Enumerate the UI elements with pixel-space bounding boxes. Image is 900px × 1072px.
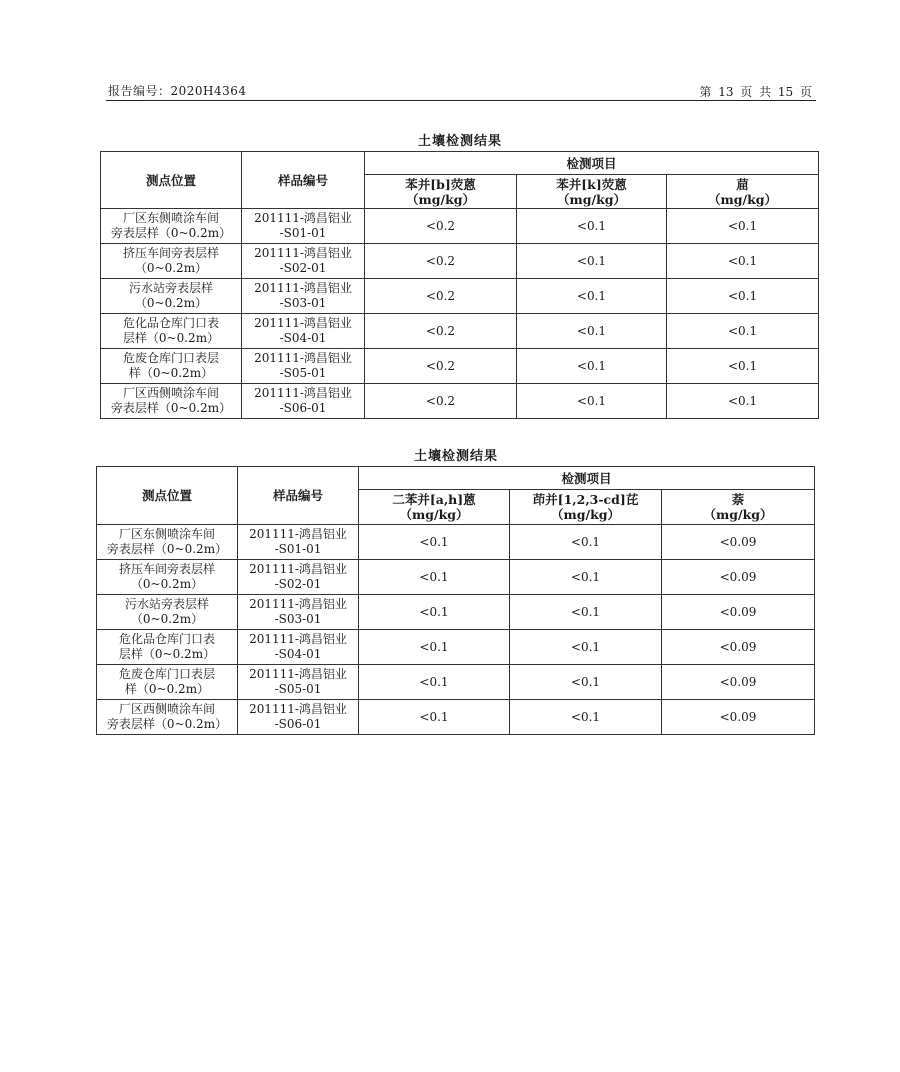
page-indicator: 第 13 页 共 15 页 [699,85,812,99]
sample-id-cell: 201111-鸿昌铝业 -S06-01 [238,700,359,735]
results-table [96,466,815,735]
value-cell: <0.2 [365,384,517,419]
item-header: 苯并[b]荧蒽 （mg/kg） [365,175,517,209]
sample-id-header: 样品编号 [242,152,365,209]
table-row [97,525,815,560]
table-row [101,314,819,349]
location-cell: 挤压车间旁表层样 （0~0.2m） [101,244,242,279]
item-header: 二苯并[a,h]蒽 （mg/kg） [359,490,510,525]
sample-id-cell: 201111-鸿昌铝业 -S05-01 [238,665,359,700]
value-cell: <0.2 [365,244,517,279]
table-title: 土壤检测结果 [417,134,502,149]
location-cell: 危废仓库门口表层 样（0~0.2m） [101,349,242,384]
sample-id-cell: 201111-鸿昌铝业 -S05-01 [242,349,365,384]
sample-id-cell: 201111-鸿昌铝业 -S01-01 [238,525,359,560]
sample-id-cell: 201111-鸿昌铝业 -S02-01 [242,244,365,279]
table-row [97,630,815,665]
table-row [101,279,819,314]
table-row [97,665,815,700]
value-cell: <0.1 [667,209,819,244]
table-row [101,244,819,279]
sample-id-cell: 201111-鸿昌铝业 -S03-01 [242,279,365,314]
location-cell: 危化品仓库门口表 层样（0~0.2m） [101,314,242,349]
value-cell: <0.1 [517,209,667,244]
value-cell: <0.1 [517,349,667,384]
location-cell: 厂区西侧喷涂车间 旁表层样（0~0.2m） [101,384,242,419]
value-cell: <0.1 [359,700,510,735]
value-cell: <0.1 [510,630,662,665]
value-cell: <0.1 [359,525,510,560]
test-items-header: 检测项目 [359,467,815,490]
location-cell: 厂区西侧喷涂车间 旁表层样（0~0.2m） [97,700,238,735]
value-cell: <0.09 [662,630,815,665]
item-header: 苯并[k]荧蒽 （mg/kg） [517,175,667,209]
sample-id-cell: 201111-鸿昌铝业 -S06-01 [242,384,365,419]
sample-id-cell: 201111-鸿昌铝业 -S04-01 [238,630,359,665]
location-cell: 危废仓库门口表层 样（0~0.2m） [97,665,238,700]
location-header: 测点位置 [101,152,242,209]
value-cell: <0.1 [510,525,662,560]
value-cell: <0.09 [662,525,815,560]
sample-id-header: 样品编号 [238,467,359,525]
value-cell: <0.09 [662,560,815,595]
table-row [101,209,819,244]
value-cell: <0.2 [365,314,517,349]
value-cell: <0.1 [510,595,662,630]
sample-id-cell: 201111-鸿昌铝业 -S04-01 [242,314,365,349]
location-cell: 污水站旁表层样 （0~0.2m） [97,595,238,630]
value-cell: <0.1 [510,560,662,595]
value-cell: <0.09 [662,700,815,735]
value-cell: <0.1 [359,665,510,700]
value-cell: <0.1 [359,560,510,595]
header-divider [106,100,816,101]
test-items-header: 检测项目 [365,152,819,175]
location-header: 测点位置 [97,467,238,525]
value-cell: <0.1 [517,384,667,419]
table-row [97,700,815,735]
table-row [97,560,815,595]
value-cell: <0.1 [517,314,667,349]
sample-id-cell: 201111-鸿昌铝业 -S01-01 [242,209,365,244]
table-row [101,384,819,419]
report-number: 报告编号：2020H4364 [108,84,247,98]
value-cell: <0.2 [365,279,517,314]
value-cell: <0.09 [662,595,815,630]
location-cell: 危化品仓库门口表 层样（0~0.2m） [97,630,238,665]
value-cell: <0.1 [359,630,510,665]
value-cell: <0.1 [667,384,819,419]
location-cell: 挤压车间旁表层样 （0~0.2m） [97,560,238,595]
sample-id-cell: 201111-鸿昌铝业 -S03-01 [238,595,359,630]
item-header: 䓛 （mg/kg） [667,175,819,209]
sample-id-cell: 201111-鸿昌铝业 -S02-01 [238,560,359,595]
value-cell: <0.1 [517,244,667,279]
table-row [97,595,815,630]
value-cell: <0.1 [667,349,819,384]
location-cell: 厂区东侧喷涂车间 旁表层样（0~0.2m） [101,209,242,244]
value-cell: <0.09 [662,665,815,700]
value-cell: <0.1 [667,279,819,314]
value-cell: <0.1 [667,244,819,279]
value-cell: <0.1 [517,279,667,314]
value-cell: <0.2 [365,209,517,244]
location-cell: 污水站旁表层样 （0~0.2m） [101,279,242,314]
value-cell: <0.1 [359,595,510,630]
table-title: 土壤检测结果 [413,449,498,464]
results-table [100,151,819,419]
item-header: 茚并[1,2,3-cd]芘 （mg/kg） [510,490,662,525]
table-row [101,349,819,384]
value-cell: <0.1 [510,665,662,700]
value-cell: <0.1 [667,314,819,349]
value-cell: <0.1 [510,700,662,735]
value-cell: <0.2 [365,349,517,384]
item-header: 萘 （mg/kg） [662,490,815,525]
location-cell: 厂区东侧喷涂车间 旁表层样（0~0.2m） [97,525,238,560]
